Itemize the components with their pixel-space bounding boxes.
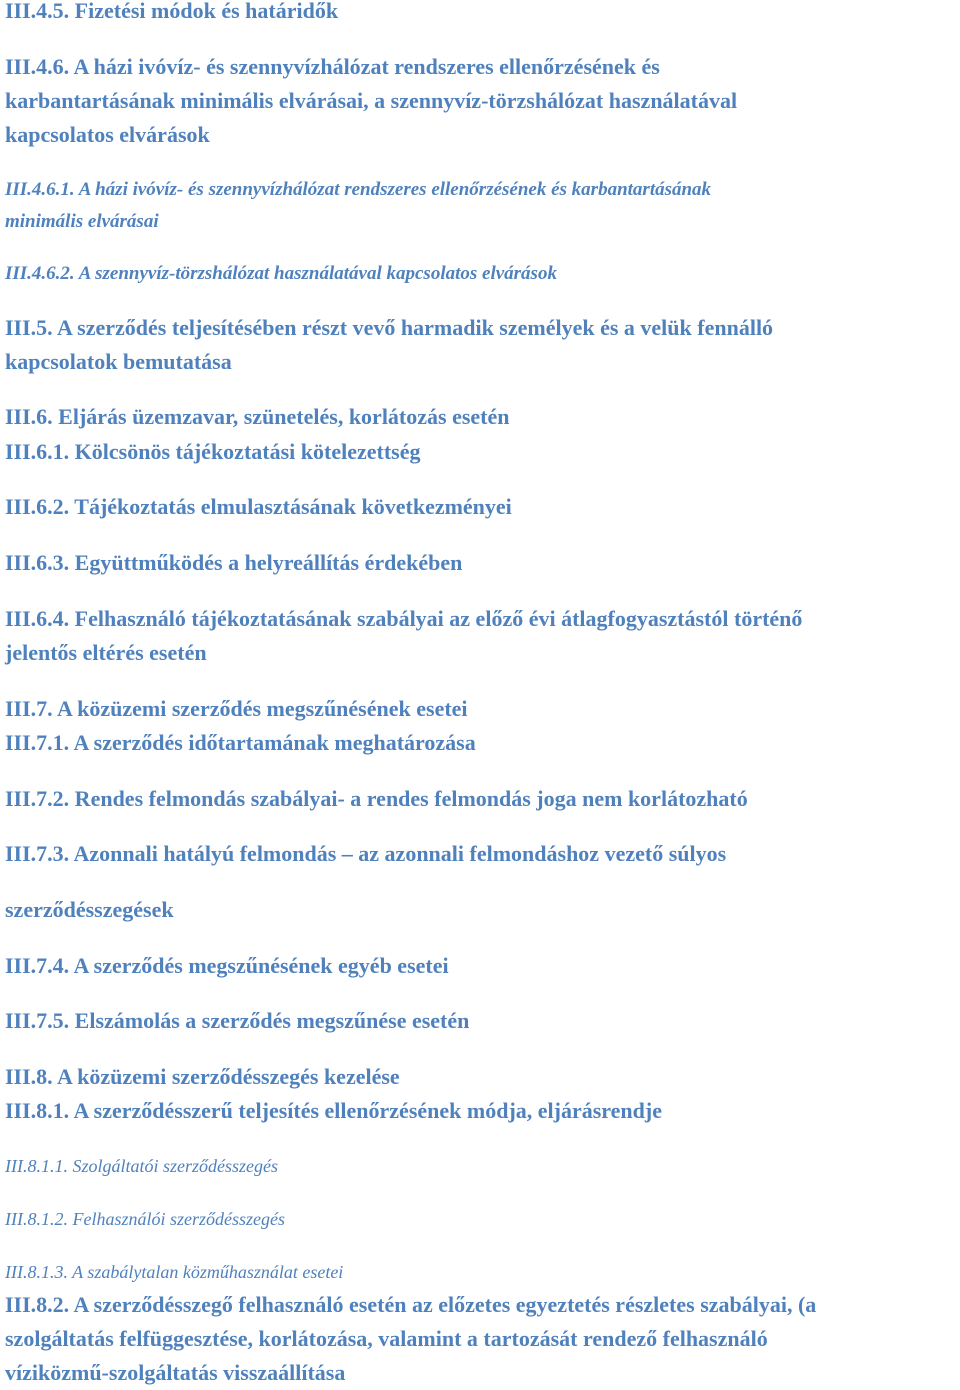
toc-line: III.7. A közüzemi szerződés megszűnésének esetei bbox=[5, 696, 468, 721]
toc-entry-iii-7-5 bbox=[5, 1004, 960, 1038]
toc-entry-iii-7 bbox=[5, 692, 960, 726]
toc-line: III.8.1. A szerződésszerű teljesítés ellenőrzésének módja, eljárásrendje bbox=[5, 1098, 662, 1123]
toc-line: III.8.1.3. A szabálytalan közműhasználat esetei bbox=[5, 1262, 344, 1282]
toc-line: III.6.2. Tájékoztatás elmulasztásának következményei bbox=[5, 494, 512, 519]
toc-line: III.7.1. A szerződés időtartamának meghatározása bbox=[5, 730, 476, 755]
toc-line: III.4.6.1. A házi ivóvíz- és szennyvízhálózat rendszeres ellenőrzésének és karbantartásának bbox=[5, 179, 712, 200]
toc-line: III.6.1. Kölcsönös tájékoztatási kötelezettség bbox=[5, 439, 421, 464]
toc-line: III.8.1.1. Szolgáltatói szerződésszegés bbox=[5, 1156, 278, 1176]
toc-entry-iii-8-1-1 bbox=[5, 1151, 960, 1181]
toc-line: III.8.2. A szerződésszegő felhasználó esetén az előzetes egyeztetés részletes szabályai, (a bbox=[5, 1292, 817, 1317]
toc-line: szerződésszegések bbox=[5, 897, 174, 922]
toc-line: III.7.3. Azonnali hatályú felmondás – az azonnali felmondáshoz vezető súlyos bbox=[5, 841, 727, 866]
toc-line: kapcsolatos elvárások bbox=[5, 122, 210, 147]
toc-line: karbantartásának minimális elvárásai, a szennyvíz-törzshálózat használatával bbox=[5, 88, 738, 113]
toc-entry-iii-7-4 bbox=[5, 949, 960, 983]
toc-entry-iii-6-3 bbox=[5, 546, 960, 580]
toc-entry-iii-6-2 bbox=[5, 490, 960, 524]
toc-entry-iii-8-1-2 bbox=[5, 1204, 960, 1234]
toc-line: III.6.3. Együttműködés a helyreállítás érdekében bbox=[5, 550, 463, 575]
toc-line: III.7.5. Elszámolás a szerződés megszűnése esetén bbox=[5, 1008, 470, 1033]
toc-line: víziközmű-szolgáltatás visszaállítása bbox=[5, 1360, 346, 1385]
toc-line: III.6. Eljárás üzemzavar, szünetelés, korlátozás esetén bbox=[5, 404, 510, 429]
toc-entry-iii-6-4 bbox=[5, 602, 960, 670]
toc-line: III.8.1.2. Felhasználói szerződésszegés bbox=[5, 1209, 285, 1229]
toc-line: III.7.4. A szerződés megszűnésének egyéb esetei bbox=[5, 953, 449, 978]
toc-entry-iii-8-2 bbox=[5, 1288, 960, 1390]
toc-entry-iii-7-1 bbox=[5, 726, 960, 760]
toc-entry-iii-4-5 bbox=[5, 0, 960, 28]
toc-entry-iii-8 bbox=[5, 1060, 960, 1094]
toc-line: III.8. A közüzemi szerződésszegés kezelése bbox=[5, 1064, 400, 1089]
toc-entry-iii-4-6-2 bbox=[5, 258, 960, 290]
toc-line: kapcsolatok bemutatása bbox=[5, 349, 232, 374]
toc-entry-iii-8-1-3 bbox=[5, 1257, 960, 1287]
toc-entry-iii-7-3 bbox=[5, 837, 960, 871]
toc-entry-iii-6-1 bbox=[5, 435, 960, 469]
toc-line: III.4.5. Fizetési módok és határidők bbox=[5, 0, 339, 23]
toc-entry-iii-7-3-cont bbox=[5, 893, 960, 927]
toc-line: szolgáltatás felfüggesztése, korlátozása, valamint a tartozását rendező felhasználó bbox=[5, 1326, 768, 1351]
toc-entry-iii-5 bbox=[5, 311, 960, 379]
toc-line: III.4.6.2. A szennyvíz-törzshálózat használatával kapcsolatos elvárások bbox=[5, 263, 557, 284]
toc-entry-iii-4-6-1 bbox=[5, 174, 960, 238]
toc-line: III.5. A szerződés teljesítésében részt vevő harmadik személyek és a velük fennálló bbox=[5, 315, 774, 340]
toc-line: jelentős eltérés esetén bbox=[5, 640, 207, 665]
toc-entry-iii-7-2 bbox=[5, 782, 960, 816]
toc-entry-iii-4-6 bbox=[5, 50, 960, 152]
toc-line: III.7.2. Rendes felmondás szabályai- a rendes felmondás joga nem korlátozható bbox=[5, 786, 748, 811]
toc-line: minimális elvárásai bbox=[5, 211, 159, 232]
toc-entry-iii-6 bbox=[5, 400, 960, 434]
toc-line: III.6.4. Felhasználó tájékoztatásának szabályai az előző évi átlagfogyasztástól történő bbox=[5, 606, 803, 631]
toc-line: III.4.6. A házi ivóvíz- és szennyvízhálózat rendszeres ellenőrzésének és bbox=[5, 54, 660, 79]
toc-entry-iii-8-1 bbox=[5, 1094, 960, 1128]
